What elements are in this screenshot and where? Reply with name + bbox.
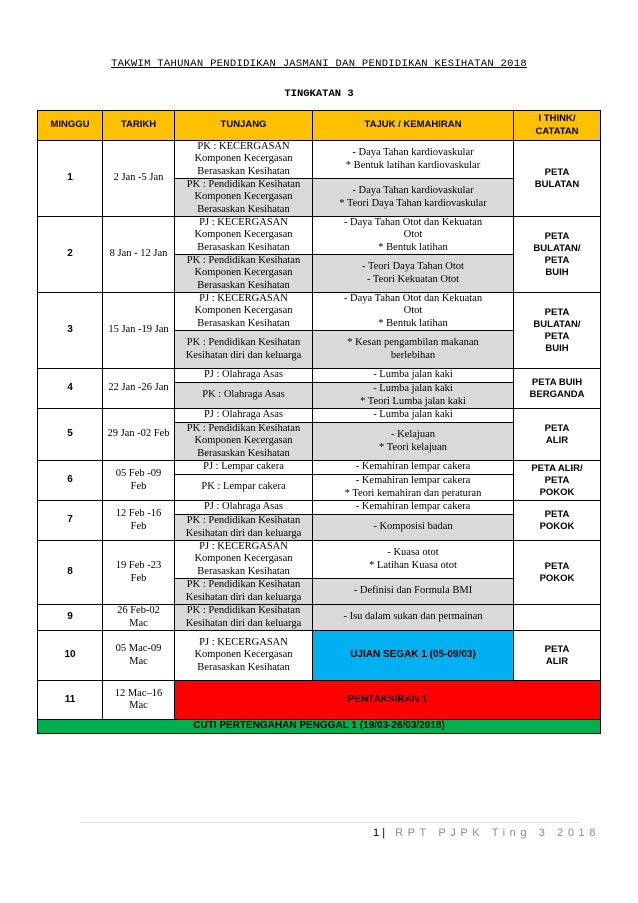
minggu-cell: 9 [38,605,103,631]
header-tunjang: TUNJANG [175,111,313,141]
catatan-cell: PETA POKOK [514,501,601,541]
tajuk-cell: - Definisi dan Formula BMI [313,579,514,605]
tunjang-cell: PJ : Olahraga Asas [175,369,313,383]
tajuk-cell: - Komposisi badan [313,515,514,541]
tunjang-cell: PK : Pendidikan Kesihatan Kesihatan diri dan keluarga [175,331,313,369]
tunjang-cell: PK : Lempar cakera [175,475,313,501]
catatan-cell: PETA ALIR/ PETA POKOK [514,461,601,501]
minggu-cell: 1 [38,141,103,217]
tunjang-cell: PK : Olahraga Asas [175,383,313,409]
catatan-cell: PETA BULATAN/ PETA BUIH [514,293,601,369]
minggu-cell: 5 [38,409,103,461]
minggu-cell: 10 [38,631,103,681]
tajuk-cell: - Isu dalam sukan dan permainan [313,605,514,631]
table-row [38,681,601,720]
header-tarikh: TARIKH [103,111,175,141]
tunjang-cell: PK : Pendidikan Kesihatan Kesihatan diri dan keluarga [175,605,313,631]
tarikh-cell: 26 Feb-02 Mac [103,605,175,631]
table-row [38,501,601,515]
tajuk-cell: UJIAN SEGAK 1 (05-09/03) [313,631,514,681]
cuti-row [38,720,601,734]
tunjang-cell: PJ : KECERGASAN Komponen Kecergasan Berasaskan Kesihatan [175,293,313,331]
tunjang-cell: PK : Pendidikan Kesihatan Kesihatan diri dan keluarga [175,579,313,605]
tarikh-cell: 22 Jan -26 Jan [103,369,175,409]
tunjang-cell: PJ : KECERGASAN Komponen Kecergasan Berasaskan Kesihatan [175,541,313,579]
tunjang-cell: PK : Pendidikan Kesihatan Kesihatan diri dan keluarga [175,515,313,541]
footer-divider [80,822,580,823]
document-subtitle: TINGKATAN 3 [284,88,354,100]
tajuk-cell: - Daya Tahan kardiovaskular * Bentuk latihan kardiovaskular [313,141,514,179]
tunjang-cell: PJ : Olahraga Asas [175,409,313,423]
table-row [38,541,601,579]
minggu-cell: 7 [38,501,103,541]
header-tajuk: TAJUK / KEMAHIRAN [313,111,514,141]
page-number: 1 | [373,827,386,839]
catatan-cell: PETA BUIH BERGANDA [514,369,601,409]
minggu-cell: 2 [38,217,103,293]
page-footer [0,827,600,839]
pentaksiran-cell: PENTAKSIRAN 1 [175,681,601,720]
tarikh-cell: 12 Mac–16 Mac [103,681,175,720]
tajuk-cell: - Kelajuan * Teori kelajuan [313,423,514,461]
header-catatan: I THINK/ CATATAN [514,111,601,141]
header-minggu: MINGGU [38,111,103,141]
tunjang-cell: PJ : KECERGASAN Komponen Kecergasan Berasaskan Kesihatan [175,217,313,255]
tarikh-cell: 12 Feb -16 Feb [103,501,175,541]
tajuk-cell: - Teori Daya Tahan Otot - Teori Kekuatan Otot [313,255,514,293]
tajuk-cell: - Daya Tahan Otot dan Kekuatan Otot * Bentuk latihan [313,217,514,255]
tajuk-cell: - Kuasa otot * Latihan Kuasa otot [313,541,514,579]
catatan-cell: PETA BULATAN [514,141,601,217]
table-row [38,369,601,383]
tarikh-cell: 15 Jan -19 Jan [103,293,175,369]
table-row [38,409,601,423]
catatan-cell: PETA ALIR [514,631,601,681]
tunjang-cell: PJ : Lempar cakera [175,461,313,475]
catatan-cell [514,605,601,631]
tajuk-cell: - Lumba jalan kaki [313,369,514,383]
table-row [38,631,601,681]
tunjang-cell: PK : Pendidikan Kesihatan Komponen Kecergasan Berasaskan Kesihatan [175,179,313,217]
tajuk-cell: - Kemahiran lempar cakera [313,461,514,475]
tarikh-cell: 29 Jan -02 Feb [103,409,175,461]
tajuk-cell: * Kesan pengambilan makanan berlebihan [313,331,514,369]
tajuk-cell: - Kemahiran lempar cakera [313,501,514,515]
tajuk-cell: - Lumba jalan kaki [313,409,514,423]
tunjang-cell: PK : Pendidikan Kesihatan Komponen Kecergasan Berasaskan Kesihatan [175,423,313,461]
table-header-row [38,111,601,141]
tarikh-cell: 19 Feb -23 Feb [103,541,175,605]
minggu-cell: 8 [38,541,103,605]
tajuk-cell: - Lumba jalan kaki * Teori Lumba jalan kaki [313,383,514,409]
table-row [38,605,601,631]
document-title: TAKWIM TAHUNAN PENDIDIKAN JASMANI DAN PENDIDIKAN KESIHATAN 2018 [111,58,527,70]
table-row [38,461,601,475]
minggu-cell: 3 [38,293,103,369]
minggu-cell: 4 [38,369,103,409]
tunjang-cell: PJ : KECERGASAN Komponen Kecergasan Berasaskan Kesihatan [175,631,313,681]
catatan-cell: PETA ALIR [514,409,601,461]
table-row [38,217,601,255]
tunjang-cell: PK : Pendidikan Kesihatan Komponen Kecergasan Berasaskan Kesihatan [175,255,313,293]
table-row [38,293,601,331]
footer-doc-label: RPT PJPK Ting 3 2018 [395,827,600,839]
minggu-cell: 11 [38,681,103,720]
tajuk-cell: - Daya Tahan kardiovaskular * Teori Daya Tahan kardiovaskular [313,179,514,217]
tarikh-cell: 05 Mac-09 Mac [103,631,175,681]
tarikh-cell: 8 Jan - 12 Jan [103,217,175,293]
catatan-cell: PETA POKOK [514,541,601,605]
minggu-cell: 6 [38,461,103,501]
takwim-table [37,110,601,734]
tajuk-cell: - Kemahiran lempar cakera * Teori kemahiran dan peraturan [313,475,514,501]
tarikh-cell: 05 Feb -09 Feb [103,461,175,501]
cuti-cell: CUTI PERTENGAHAN PENGGAL 1 (19/03-26/03/2018) [38,720,601,734]
tarikh-cell: 2 Jan -5 Jan [103,141,175,217]
table-row [38,141,601,179]
catatan-cell: PETA BULATAN/ PETA BUIH [514,217,601,293]
tunjang-cell: PK : KECERGASAN Komponen Kecergasan Berasaskan Kesihatan [175,141,313,179]
tunjang-cell: PJ : Olahraga Asas [175,501,313,515]
tajuk-cell: - Daya Tahan Otot dan Kekuatan Otot * Bentuk latihan [313,293,514,331]
